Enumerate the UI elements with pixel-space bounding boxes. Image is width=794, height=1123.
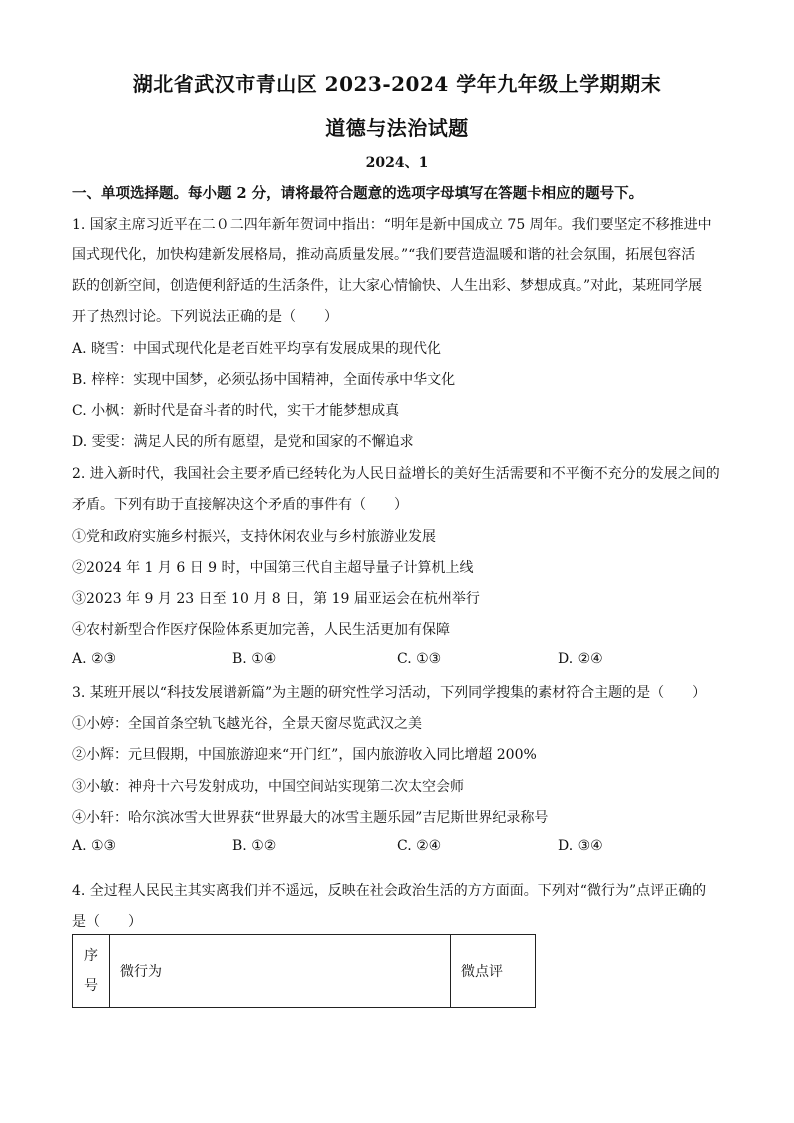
section-heading: 一、单项选择题。每小题 2 分，请将最符合题意的选项字母填写在答题卡相应的题号下。 [72,185,644,202]
question-1-option-a: A. 晓雪：中国式现代化是老百姓平均享有发展成果的现代化 [72,341,442,357]
question-3-item-1: ①小婷：全国首条空轨飞越光谷，全景天窗尽览武汉之美 [72,716,422,732]
question-1-option-b: B. 梓梓：实现中国梦，必须弘扬中国精神，全面传承中华文化 [72,372,456,388]
table-header-seq-char: 号 [84,978,98,994]
exam-date: 2024、1 [365,155,429,171]
exam-subject-title: 道德与法治试题 [325,116,469,140]
table-header-row [73,935,536,1008]
table-header-seq [73,935,110,1008]
question-3-item-3: ③小敏：神舟十六号发射成功，中国空间站实现第二次太空会师 [72,779,464,795]
question-1-option-c: C. 小枫：新时代是奋斗者的时代，实干才能梦想成真 [72,403,400,419]
choice-b: B. ①② [232,838,277,854]
question-1-stem-line: 国式现代化，加快构建新发展格局，推动高质量发展。”“我们要营造温暖和谐的社会氛围，拓展包容活 [72,247,696,263]
choice-a: A. ②③ [72,651,117,667]
choice-b: B. ①④ [232,651,277,667]
question-2-stem-line: 2. 进入新时代，我国社会主要矛盾已经转化为人民日益增长的美好生活需要和不平衡不充分的发展之间的 [72,466,720,482]
table-header-comment: 微点评 [451,935,536,1008]
question-2-item-3: ③2023 年 9 月 23 日至 10 月 8 日，第 19 届亚运会在杭州举行 [72,591,480,607]
table-header-action: 微行为 [110,935,451,1008]
choice-c: C. ①③ [397,651,442,667]
question-4-stem-line: 4. 全过程人民民主其实离我们并不遥远，反映在社会政治生活的方方面面。下列对“微行为”点评正确的 [72,883,707,899]
choice-a: A. ①③ [72,838,117,854]
question-1-stem-line: 1. 国家主席习近平在二０二四年新年贺词中指出：“明年是新中国成立 75 周年。我们要坚定不移推进中 [72,217,712,233]
question-1-stem-line: 跃的创新空间，创造便利舒适的生活条件，让大家心情愉快、人生出彩、梦想成真。”对此，某班同学展 [72,278,703,294]
question-2-item-4: ④农村新型合作医疗保险体系更加完善，人民生活更加有保障 [72,622,450,638]
question-1-option-d: D. 雯雯：满足人民的所有愿望，是党和国家的不懈追求 [72,434,414,450]
question-2-item-1: ①党和政府实施乡村振兴，支持休闲农业与乡村旅游业发展 [72,529,436,545]
table-header-seq-char: 序 [84,948,98,964]
exam-title: 湖北省武汉市青山区 2023-2024 学年九年级上学期期末 [132,72,662,96]
question-4-table [72,934,536,1008]
question-2-stem-line: 矛盾。下列有助于直接解决这个矛盾的事件有（ ） [72,497,408,513]
choice-c: C. ②④ [397,838,442,854]
question-3-item-2: ②小辉：元旦假期，中国旅游迎来“开门红”，国内旅游收入同比增超 200% [72,747,537,763]
question-3-item-4: ④小轩：哈尔滨冰雪大世界获“世界最大的冰雪主题乐园”吉尼斯世界纪录称号 [72,810,549,826]
choice-d: D. ③④ [558,838,603,854]
question-3-stem-line: 3. 某班开展以“科技发展谱新篇”为主题的研究性学习活动，下列同学搜集的素材符合主题的是（ ） [72,685,707,701]
question-2-item-2: ②2024 年 1 月 6 日 9 时，中国第三代自主超导量子计算机上线 [72,560,474,576]
question-1-stem-line: 开了热烈讨论。下列说法正确的是（ ） [72,309,338,325]
choice-d: D. ②④ [558,651,603,667]
question-4-stem-line: 是（ ） [72,914,142,930]
